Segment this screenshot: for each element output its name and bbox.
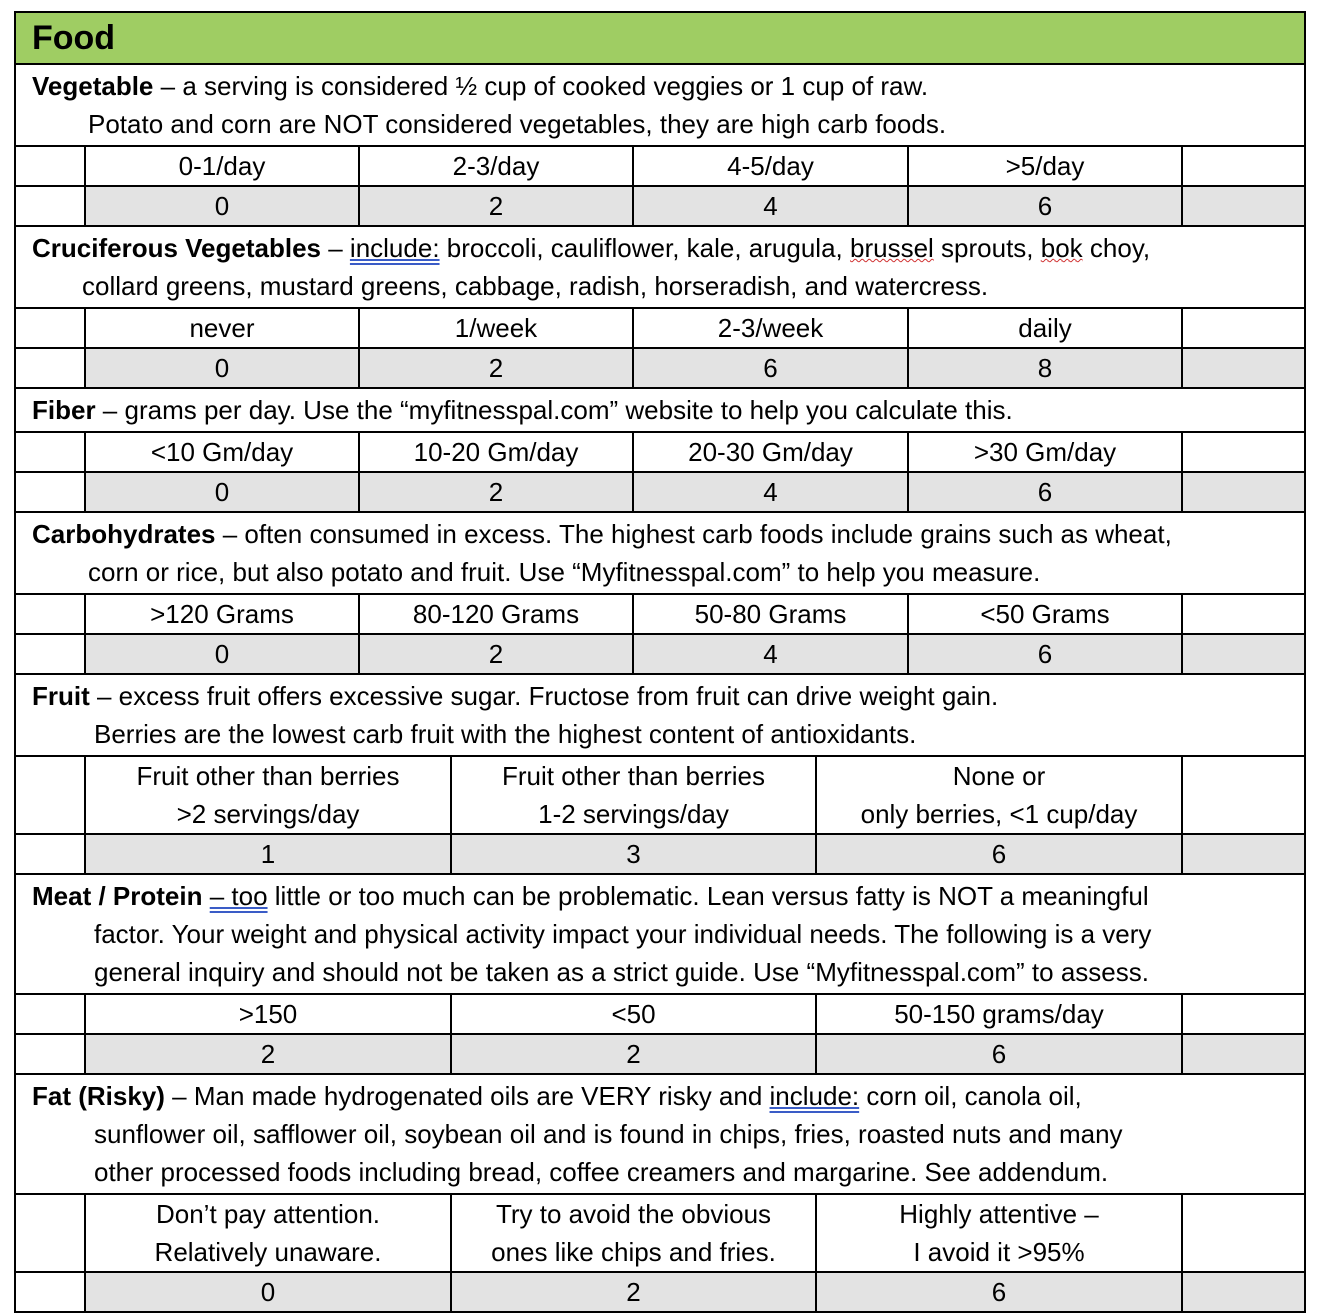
option-cell — [451, 1194, 816, 1272]
empty-cell — [15, 308, 85, 348]
answer-cell[interactable] — [1182, 432, 1305, 472]
section-carbohydrates-options — [15, 594, 1305, 634]
section-protein-description — [15, 874, 1305, 994]
empty-cell — [15, 146, 85, 186]
option-line: Don’t pay attention. — [155, 1199, 381, 1229]
description-line: Potato and corn are NOT considered vegetables, they are high carb foods. — [88, 109, 947, 139]
empty-cell — [15, 348, 85, 388]
score-cell: 6 — [816, 1034, 1182, 1074]
option-line: Highly attentive – — [899, 1199, 1099, 1229]
section-fat-options — [15, 1194, 1305, 1272]
description-text: corn oil, canola oil, — [859, 1081, 1082, 1111]
option-cell: 50-80 Grams — [633, 594, 908, 634]
option-line: 1-2 servings/day — [538, 799, 729, 829]
food-scoring-table — [14, 11, 1304, 1313]
option-cell: >120 Grams — [85, 594, 359, 634]
description-line: general inquiry and should not be taken as a strict guide. Use “Myfitnesspal.com” to assess. — [94, 957, 1149, 987]
description-line: Berries are the lowest carb fruit with the highest content of antioxidants. — [94, 719, 917, 749]
option-cell — [451, 756, 816, 834]
empty-cell — [15, 1272, 85, 1312]
empty-cell — [15, 432, 85, 472]
description-line: other processed foods including bread, coffee creamers and margarine. See addendum. — [94, 1157, 1109, 1187]
description-text: include: — [349, 233, 440, 263]
section-vegetable-description — [15, 64, 1305, 146]
option-cell: 1/week — [359, 308, 633, 348]
score-cell: 0 — [85, 348, 359, 388]
option-line: Try to avoid the obvious — [495, 1199, 772, 1229]
answer-cell[interactable] — [1182, 994, 1305, 1034]
section-description — [15, 674, 1305, 756]
score-cell: 0 — [85, 634, 359, 674]
score-cell: 2 — [359, 634, 633, 674]
option-line: I avoid it >95% — [913, 1237, 1085, 1267]
option-cell: 10-20 Gm/day — [359, 432, 633, 472]
section-description — [15, 512, 1305, 594]
score-cell: 2 — [451, 1034, 816, 1074]
option-cell: <50 — [451, 994, 816, 1034]
option-line: Fruit other than berries — [136, 761, 400, 791]
score-cell: 2 — [359, 348, 633, 388]
section-protein-scores — [15, 1034, 1305, 1074]
description-line: sunflower oil, safflower oil, soybean oil and is found in chips, fries, roasted nuts and many — [94, 1119, 1123, 1149]
score-cell: 2 — [85, 1034, 451, 1074]
answer-cell[interactable] — [1182, 1194, 1305, 1272]
section-fat-scores — [15, 1272, 1305, 1312]
table-title: Food — [15, 12, 1305, 64]
section-description — [15, 388, 1305, 432]
score-total-cell[interactable] — [1182, 1034, 1305, 1074]
score-cell: 2 — [359, 472, 633, 512]
score-cell: 6 — [816, 1272, 1182, 1312]
section-description — [15, 64, 1305, 146]
option-line: >2 servings/day — [176, 799, 360, 829]
description-line: collard greens, mustard greens, cabbage, radish, horseradish, and watercress. — [82, 271, 989, 301]
section-fiber-description — [15, 388, 1305, 432]
description-text: sprouts, — [933, 233, 1041, 263]
score-cell: 1 — [85, 834, 451, 874]
option-cell: 2-3/day — [359, 146, 633, 186]
score-total-cell[interactable] — [1182, 348, 1305, 388]
empty-cell — [15, 994, 85, 1034]
section-fat-description — [15, 1074, 1305, 1194]
section-vegetable-scores — [15, 186, 1305, 226]
option-cell: 2-3/week — [633, 308, 908, 348]
description-text: bok — [1040, 233, 1083, 263]
section-carbohydrates-scores — [15, 634, 1305, 674]
section-fiber-scores — [15, 472, 1305, 512]
empty-cell — [15, 186, 85, 226]
empty-cell — [15, 1034, 85, 1074]
section-description — [15, 226, 1305, 308]
description-line: factor. Your weight and physical activity impact your individual needs. The following is a very — [94, 919, 1152, 949]
section-fruit-options — [15, 756, 1305, 834]
section-name: Meat / Protein — [32, 881, 203, 911]
description-text: little or too much can be problematic. Lean versus fatty is NOT a meaningful — [267, 881, 1149, 911]
empty-cell — [15, 756, 85, 834]
description-text: brussel — [849, 233, 934, 263]
description-line: corn or rice, but also potato and fruit. Use “Myfitnesspal.com” to help you measure. — [88, 557, 1041, 587]
empty-cell — [15, 834, 85, 874]
section-fruit-description — [15, 674, 1305, 756]
description-text: – too — [209, 881, 268, 911]
option-cell — [85, 756, 451, 834]
option-line: Fruit other than berries — [501, 761, 765, 791]
score-total-cell[interactable] — [1182, 472, 1305, 512]
score-total-cell[interactable] — [1182, 1272, 1305, 1312]
section-description — [15, 1074, 1305, 1194]
score-total-cell[interactable] — [1182, 834, 1305, 874]
option-cell — [85, 1194, 451, 1272]
empty-cell — [15, 594, 85, 634]
section-name: Fat (Risky) — [32, 1081, 165, 1111]
score-cell: 2 — [451, 1272, 816, 1312]
section-name: Vegetable — [32, 71, 154, 101]
description-text: include: — [769, 1081, 860, 1111]
answer-cell[interactable] — [1182, 756, 1305, 834]
option-cell: >5/day — [908, 146, 1182, 186]
option-cell — [816, 1194, 1182, 1272]
section-fruit-scores — [15, 834, 1305, 874]
option-cell: never — [85, 308, 359, 348]
description-line: – excess fruit offers excessive sugar. Fructose from fruit can drive weight gain. — [89, 681, 999, 711]
description-text: choy, — [1082, 233, 1151, 263]
option-cell: 80-120 Grams — [359, 594, 633, 634]
section-carbohydrates-description — [15, 512, 1305, 594]
description-line: – often consumed in excess. The highest carb foods include grains such as wheat, — [215, 519, 1172, 549]
score-total-cell[interactable] — [1182, 186, 1305, 226]
section-description — [15, 874, 1305, 994]
section-cruciferous-options — [15, 308, 1305, 348]
option-cell — [816, 756, 1182, 834]
section-name: Carbohydrates — [32, 519, 216, 549]
option-cell: 0-1/day — [85, 146, 359, 186]
food-table — [14, 11, 1306, 1313]
description-text: – — [321, 233, 350, 263]
option-line: only berries, <1 cup/day — [860, 799, 1138, 829]
option-cell: <10 Gm/day — [85, 432, 359, 472]
score-cell: 8 — [908, 348, 1182, 388]
section-vegetable-options — [15, 146, 1305, 186]
option-cell: 50-150 grams/day — [816, 994, 1182, 1034]
score-cell: 4 — [633, 186, 908, 226]
option-line: ones like chips and fries. — [491, 1237, 776, 1267]
option-cell: >150 — [85, 994, 451, 1034]
score-cell: 6 — [908, 472, 1182, 512]
option-line: None or — [952, 761, 1046, 791]
section-name: Fruit — [32, 681, 90, 711]
score-cell: 2 — [359, 186, 633, 226]
title-row — [15, 12, 1305, 64]
answer-cell[interactable] — [1182, 308, 1305, 348]
section-fiber-options — [15, 432, 1305, 472]
answer-cell[interactable] — [1182, 146, 1305, 186]
answer-cell[interactable] — [1182, 594, 1305, 634]
section-name: Fiber — [32, 395, 96, 425]
empty-cell — [15, 634, 85, 674]
score-cell: 0 — [85, 186, 359, 226]
option-cell: daily — [908, 308, 1182, 348]
section-cruciferous-scores — [15, 348, 1305, 388]
option-cell: 4-5/day — [633, 146, 908, 186]
score-cell: 6 — [908, 634, 1182, 674]
description-text: broccoli, cauliflower, kale, arugula, — [439, 233, 850, 263]
score-cell: 3 — [451, 834, 816, 874]
score-cell: 0 — [85, 472, 359, 512]
option-cell: 20-30 Gm/day — [633, 432, 908, 472]
option-line: Relatively unaware. — [154, 1237, 382, 1267]
section-protein-options — [15, 994, 1305, 1034]
section-cruciferous-description — [15, 226, 1305, 308]
description-line: – grams per day. Use the “myfitnesspal.com” website to help you calculate this. — [95, 395, 1013, 425]
score-cell: 4 — [633, 634, 908, 674]
description-text: – Man made hydrogenated oils are VERY risky and — [164, 1081, 770, 1111]
description-text — [202, 881, 209, 911]
section-name: Cruciferous Vegetables — [32, 233, 321, 263]
empty-cell — [15, 472, 85, 512]
score-cell: 6 — [908, 186, 1182, 226]
score-cell: 0 — [85, 1272, 451, 1312]
option-cell: >30 Gm/day — [908, 432, 1182, 472]
score-cell: 4 — [633, 472, 908, 512]
score-cell: 6 — [816, 834, 1182, 874]
score-cell: 6 — [633, 348, 908, 388]
empty-cell — [15, 1194, 85, 1272]
option-cell: <50 Grams — [908, 594, 1182, 634]
description-line: – a serving is considered ½ cup of cooked veggies or 1 cup of raw. — [153, 71, 929, 101]
score-total-cell[interactable] — [1182, 634, 1305, 674]
